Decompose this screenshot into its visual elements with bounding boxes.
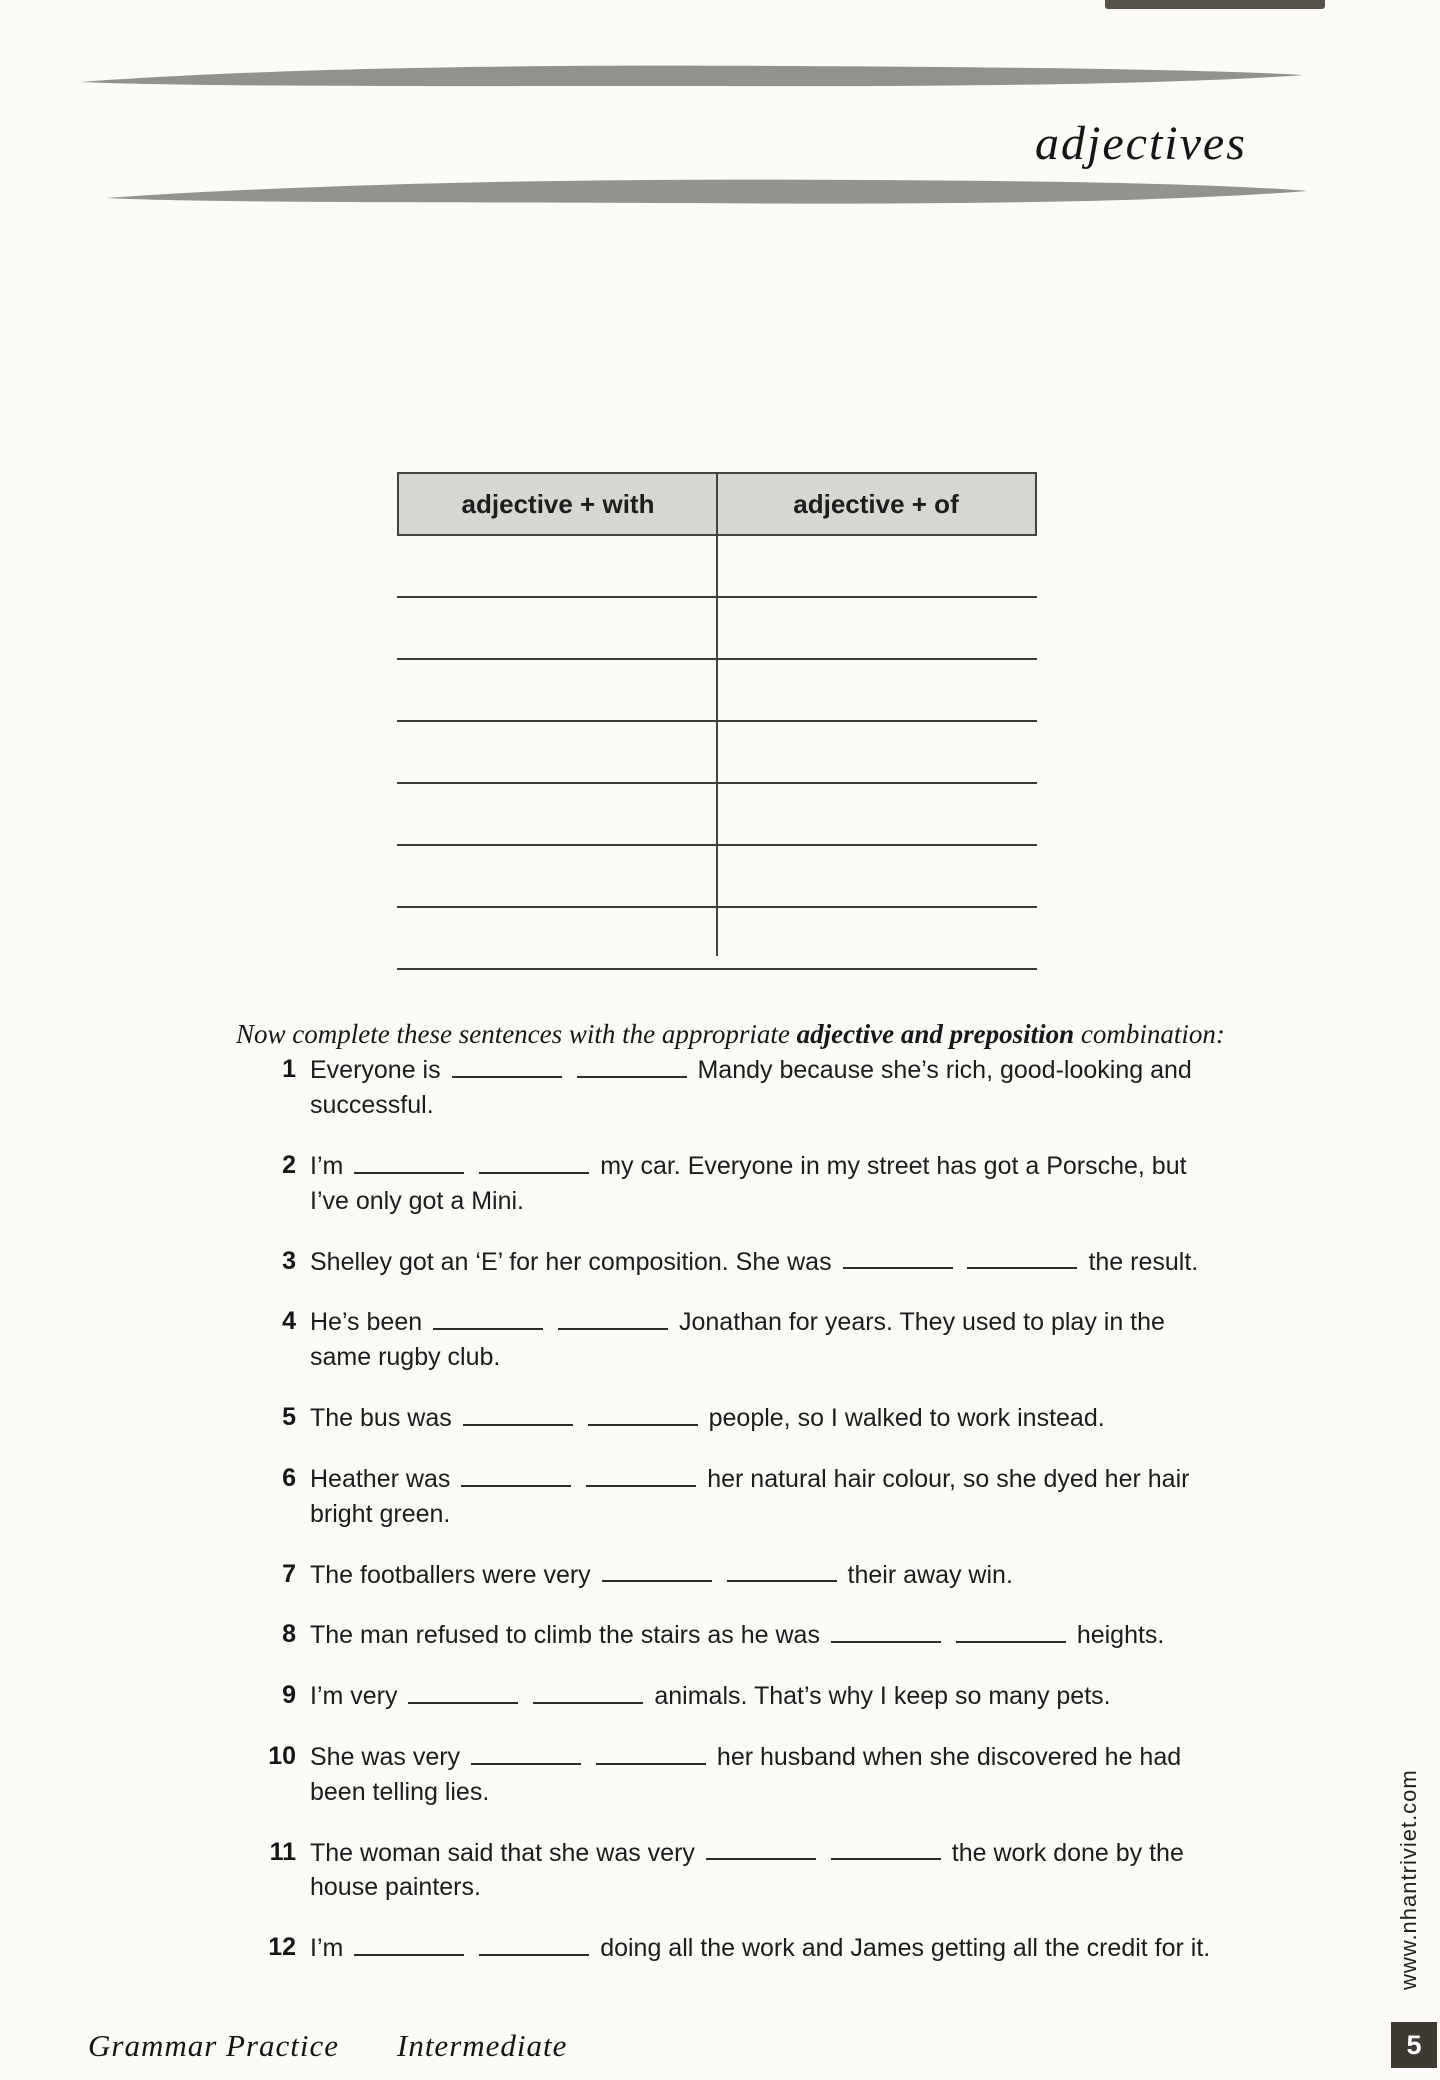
adjective-table bbox=[397, 472, 1037, 956]
sentence-number: 3 bbox=[282, 1246, 296, 1275]
answer-blank bbox=[354, 1930, 464, 1956]
sentence-body bbox=[310, 1304, 1230, 1375]
table-empty-cell bbox=[717, 598, 1037, 658]
sentence-number: 5 bbox=[282, 1403, 296, 1431]
answer-blank bbox=[956, 1617, 1066, 1643]
brush-stroke-under-title bbox=[104, 172, 1310, 214]
sentence-number: 7 bbox=[282, 1559, 296, 1588]
sentence-number: 2 bbox=[282, 1150, 296, 1179]
answer-blank bbox=[558, 1304, 668, 1330]
sentence-item bbox=[258, 1557, 1238, 1593]
table-empty-cell bbox=[717, 846, 1037, 906]
table-header-adjective-with: adjective + with bbox=[461, 488, 655, 519]
sentence-text: I’m very bbox=[310, 1681, 398, 1710]
table-empty-cell bbox=[397, 660, 717, 720]
answer-blank bbox=[596, 1739, 706, 1765]
brush-stroke-top bbox=[78, 60, 1306, 96]
answer-blank bbox=[533, 1678, 643, 1704]
sentence-text: The man refused to climb the stairs as he was bbox=[310, 1621, 820, 1649]
sentence-text: Shelley got an ‘E’ for her composition. She was bbox=[310, 1247, 832, 1276]
table-header-adjective-of: adjective + of bbox=[793, 488, 959, 519]
answer-blank bbox=[452, 1052, 562, 1078]
answer-blank bbox=[463, 1400, 573, 1426]
table-empty-cell bbox=[397, 722, 717, 782]
sentence-body bbox=[310, 1617, 1230, 1653]
sentence-item bbox=[258, 1304, 1238, 1375]
answer-blank bbox=[408, 1678, 518, 1704]
table-empty-cell bbox=[397, 846, 717, 906]
scan-artifact-top bbox=[1105, 0, 1325, 9]
sentence-item bbox=[258, 1052, 1238, 1123]
sentence-body bbox=[310, 1739, 1230, 1810]
sentence-number: 9 bbox=[282, 1681, 296, 1709]
sentence-body bbox=[310, 1835, 1230, 1906]
sentence-item bbox=[258, 1461, 1238, 1532]
sentence-text: Mandy because she’s rich, good-looking and successful. bbox=[310, 1055, 1192, 1119]
sentence-body bbox=[310, 1930, 1230, 1966]
sentence-text: doing all the work and James getting all the credit for it. bbox=[600, 1934, 1211, 1962]
sentence-text: her natural hair colour, so she dyed her hair bright green. bbox=[310, 1464, 1190, 1528]
answer-blank bbox=[967, 1244, 1077, 1270]
sentence-body bbox=[310, 1400, 1230, 1436]
sentence-item bbox=[258, 1148, 1238, 1219]
instruction-pre: Now complete these sentences with the appropriate bbox=[236, 1019, 797, 1049]
table-empty-cell bbox=[717, 722, 1037, 782]
answer-blank bbox=[354, 1148, 464, 1174]
brush-stroke-under-title-shape bbox=[104, 172, 1310, 214]
table-empty-cell bbox=[397, 908, 717, 968]
table-empty-cell bbox=[717, 536, 1037, 596]
sentence-body bbox=[310, 1461, 1230, 1532]
sentence-text: animals. That’s why I keep so many pets. bbox=[654, 1681, 1111, 1710]
answer-blank bbox=[602, 1557, 712, 1583]
answer-blank bbox=[461, 1461, 571, 1487]
answer-blank bbox=[843, 1244, 953, 1270]
sentence-item bbox=[258, 1617, 1238, 1653]
sentence-number: 8 bbox=[282, 1620, 296, 1649]
answer-blank bbox=[831, 1835, 941, 1861]
sentence-text: Jonathan for years. They used to play in the same rugby club. bbox=[310, 1308, 1165, 1371]
sentence-number: 6 bbox=[282, 1463, 296, 1492]
exercise-instruction bbox=[236, 1019, 1336, 1050]
sentence-text: the result. bbox=[1088, 1247, 1199, 1276]
sentence-item bbox=[258, 1244, 1238, 1280]
publisher-website: www.nhantriviet.com bbox=[1396, 1769, 1421, 1990]
table-empty-cell bbox=[397, 598, 717, 658]
sentence-body bbox=[310, 1678, 1230, 1714]
answer-blank bbox=[471, 1739, 581, 1765]
sentence-text: Everyone is bbox=[310, 1055, 441, 1084]
table-empty-cell bbox=[717, 908, 1037, 968]
sentence-text: The woman said that she was very bbox=[310, 1838, 695, 1867]
sentence-item bbox=[258, 1678, 1238, 1714]
table-empty-cell bbox=[397, 784, 717, 844]
sentence-number: 11 bbox=[269, 1837, 296, 1866]
instruction-bold: adjective and preposition bbox=[796, 1019, 1075, 1049]
sentence-text: I’m bbox=[310, 1151, 344, 1180]
sentence-number: 12 bbox=[268, 1933, 296, 1962]
sentence-item bbox=[258, 1835, 1238, 1906]
sentence-list bbox=[258, 1052, 1238, 1991]
answer-blank bbox=[586, 1461, 696, 1487]
sentence-item bbox=[258, 1739, 1238, 1810]
table-empty-cell bbox=[717, 660, 1037, 720]
sentence-text: I’m bbox=[310, 1934, 344, 1962]
sentence-text: She was very bbox=[310, 1742, 461, 1771]
answer-blank bbox=[831, 1617, 941, 1643]
sentence-text: Heather was bbox=[310, 1464, 451, 1493]
sentence-number: 1 bbox=[282, 1055, 296, 1083]
answer-blank bbox=[479, 1148, 589, 1174]
sentence-body bbox=[310, 1052, 1230, 1123]
sentence-number: 10 bbox=[268, 1741, 296, 1770]
page-number-badge: 5 bbox=[1391, 2022, 1437, 2068]
sentence-text: heights. bbox=[1076, 1621, 1165, 1649]
answer-blank bbox=[479, 1930, 589, 1956]
answer-blank bbox=[433, 1304, 543, 1330]
table-empty-cell bbox=[397, 536, 717, 596]
sentence-body bbox=[310, 1244, 1230, 1280]
sentence-number: 4 bbox=[282, 1307, 296, 1336]
brush-stroke-top-shape bbox=[78, 60, 1306, 96]
sentence-body bbox=[310, 1148, 1230, 1219]
chapter-title: adjectives bbox=[1035, 117, 1247, 170]
sentence-body bbox=[310, 1557, 1230, 1593]
footer-series-title: Grammar Practice bbox=[88, 2028, 340, 2063]
answer-blank bbox=[706, 1835, 816, 1861]
sentence-text: her husband when she discovered he had been telling lies. bbox=[310, 1742, 1182, 1806]
instruction-post: combination: bbox=[1074, 1019, 1225, 1049]
sentence-text: the work done by the house painters. bbox=[310, 1838, 1184, 1902]
sentence-text: their away win. bbox=[847, 1560, 1013, 1589]
sentence-text: He’s been bbox=[310, 1308, 423, 1336]
table-column-divider bbox=[716, 472, 718, 956]
sentence-text: my car. Everyone in my street has got a Porsche, but I’ve only got a Mini. bbox=[310, 1151, 1187, 1215]
sentence-text: The bus was bbox=[310, 1403, 452, 1432]
answer-blank bbox=[588, 1400, 698, 1426]
sentence-text: The footballers were very bbox=[310, 1560, 591, 1589]
answer-blank bbox=[727, 1557, 837, 1583]
answer-blank bbox=[577, 1052, 687, 1078]
footer-level-title: Intermediate bbox=[397, 2028, 568, 2063]
sentence-item bbox=[258, 1400, 1238, 1436]
sentence-item bbox=[258, 1930, 1238, 1966]
sentence-text: people, so I walked to work instead. bbox=[708, 1403, 1105, 1432]
table-empty-cell bbox=[717, 784, 1037, 844]
